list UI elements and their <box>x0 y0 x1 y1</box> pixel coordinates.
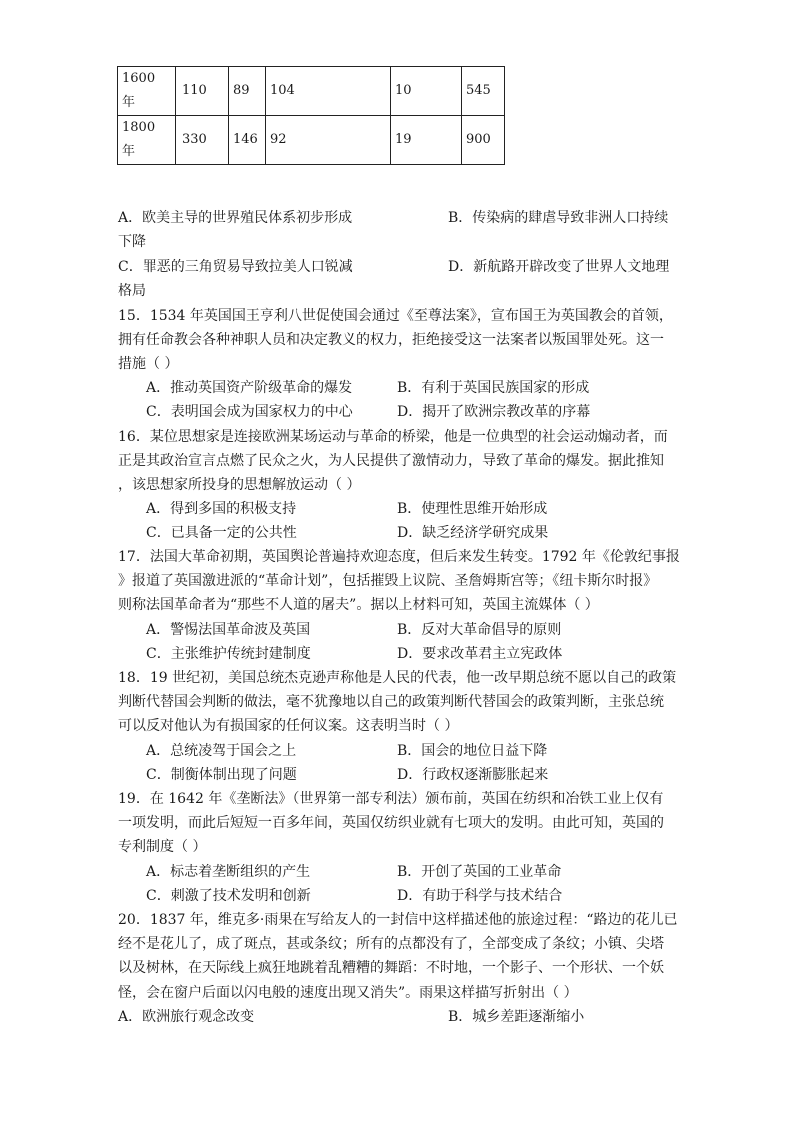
q16-option-a[interactable]: A．得到多国的积极支持 <box>146 501 297 517</box>
q16-stem-line: 正是其政治宣言点燃了民众之火，为人民提供了激情动力，导致了革命的爆发。据此推知 <box>118 453 664 469</box>
q19-option-b[interactable]: B．开创了英国的工业革命 <box>397 864 562 880</box>
q16-option-b[interactable]: B．使理性思维开始形成 <box>397 501 548 517</box>
q20-stem-line: 20．1837 年，维克多·雨果在写给友人的一封信中这样描述他的旅途过程：“路边的花儿已 <box>118 912 678 928</box>
table-cell: 10 <box>391 67 462 116</box>
q17-option-d[interactable]: D．要求改革君主立宪政体 <box>397 646 563 662</box>
q16-stem-line: 16．某位思想家是连接欧洲某场运动与革命的桥梁，他是一位典型的社会运动煽动者，而 <box>118 429 668 445</box>
q15-stem-line: 15．1534 年英国国王亨利八世促使国会通过《至尊法案》，宣布国王为英国教会的首领， <box>118 308 673 324</box>
q15-option-a[interactable]: A．推动英国资产阶级革命的爆发 <box>146 380 353 396</box>
table-row <box>118 116 505 165</box>
table-cell: 89 <box>229 67 266 116</box>
q15-stem-line: 拥有任命教会各种神职人员和决定教义的权力，拒绝接受这一法案者以叛国罪处死。这一 <box>118 332 664 348</box>
q19-stem-line: 专利制度（ ） <box>118 839 207 855</box>
table-cell: 104 <box>266 67 391 116</box>
q17-option-a[interactable]: A．警惕法国革命波及英国 <box>146 622 311 638</box>
table-cell: 330 <box>176 116 229 165</box>
q19-option-d[interactable]: D．有助于科学与技术结合 <box>397 888 563 904</box>
q18-stem-line: 18．19 世纪初，美国总统杰克逊声称他是人民的代表，他一改早期总统不愿以自己的政策 <box>118 670 677 686</box>
q14-option-c[interactable]: C．罪恶的三角贸易导致拉美人口锐减 <box>118 259 353 275</box>
table-cell: 900 <box>462 116 505 165</box>
q19-option-a[interactable]: A．标志着垄断组织的产生 <box>146 864 311 880</box>
q17-stem-line: 》报道了英国激进派的“革命计划”，包括摧毁上议院、圣詹姆斯宫等；《纽卡斯尔时报》 <box>118 573 658 589</box>
table-cell-year: 1800 年 <box>118 116 176 165</box>
q15-option-d[interactable]: D．揭开了欧洲宗教改革的序幕 <box>397 404 591 420</box>
q14-option-d[interactable]: D．新航路开辟改变了世界人文地理 <box>448 259 670 275</box>
table-row <box>118 67 505 116</box>
population-table <box>117 66 505 165</box>
q17-stem-line: 17．法国大革命初期，英国舆论普遍持欢迎态度，但后来发生转变。1792 年《伦敦纪事报 <box>118 549 680 565</box>
q18-option-a[interactable]: A．总统凌驾于国会之上 <box>146 743 297 759</box>
q15-option-b[interactable]: B．有利于英国民族国家的形成 <box>397 380 590 396</box>
q16-option-c[interactable]: C．已具备一定的公共性 <box>146 525 297 541</box>
q14-option-b[interactable]: B．传染病的肆虐导致非洲人口持续 <box>448 210 669 226</box>
q16-stem-line: ，该思想家所投身的思想解放运动（ ） <box>118 477 361 493</box>
q19-option-c[interactable]: C．刺激了技术发明和创新 <box>146 888 311 904</box>
q18-stem-line: 可以反对他认为有损国家的任何议案。这表明当时（ ） <box>118 718 459 734</box>
q14-option-b-cont: 下降 <box>118 234 146 250</box>
q20-option-a[interactable]: A．欧洲旅行观念改变 <box>118 1009 255 1025</box>
table-cell: 110 <box>176 67 229 116</box>
q18-stem-line: 判断代替国会判断的做法，毫不犹豫地以自己的政策判断代替国会的政策判断，主张总统 <box>118 694 664 710</box>
q20-option-b[interactable]: B．城乡差距逐渐缩小 <box>448 1009 585 1025</box>
table-cell-year: 1600 年 <box>118 67 176 116</box>
table-cell: 146 <box>229 116 266 165</box>
q14-option-d-cont: 格局 <box>118 283 146 299</box>
table-cell: 545 <box>462 67 505 116</box>
q18-option-b[interactable]: B．国会的地位日益下降 <box>397 743 548 759</box>
q17-option-b[interactable]: B．反对大革命倡导的原则 <box>397 622 562 638</box>
q19-stem-line: 19．在 1642 年《垄断法》（世界第一部专利法）颁布前，英国在纺织和冶铁工业上仅有 <box>118 791 664 807</box>
q20-stem-line: 经不是花儿了，成了斑点，甚或条纹；所有的点都没有了，全部变成了条纹；小镇、尖塔 <box>118 936 664 952</box>
q17-option-c[interactable]: C．主张维护传统封建制度 <box>146 646 311 662</box>
q15-stem-line: 措施（ ） <box>118 356 179 372</box>
q15-option-c[interactable]: C．表明国会成为国家权力的中心 <box>146 404 353 420</box>
q14-option-a[interactable]: A．欧美主导的世界殖民体系初步形成 <box>118 210 353 226</box>
q19-stem-line: 一项发明，而此后短短一百多年间，英国仅纺织业就有七项大的发明。由此可知，英国的 <box>118 815 664 831</box>
table-cell: 19 <box>391 116 462 165</box>
q18-option-c[interactable]: C．制衡体制出现了问题 <box>146 767 297 783</box>
q16-option-d[interactable]: D．缺乏经济学研究成果 <box>397 525 549 541</box>
table-cell: 92 <box>266 116 391 165</box>
q18-option-d[interactable]: D．行政权逐渐膨胀起来 <box>397 767 549 783</box>
q20-stem-line: 以及树林，在天际线上疯狂地跳着乱糟糟的舞蹈：不时地，一个影子、一个形状、一个妖 <box>118 960 664 976</box>
q17-stem-line: 则称法国革命者为“那些不人道的屠夫”。据以上材料可知，英国主流媒体（ ） <box>118 597 599 613</box>
q20-stem-line: 怪，会在窗户后面以闪电般的速度出现又消失”。雨果这样描写折射出（ ） <box>118 985 578 1001</box>
